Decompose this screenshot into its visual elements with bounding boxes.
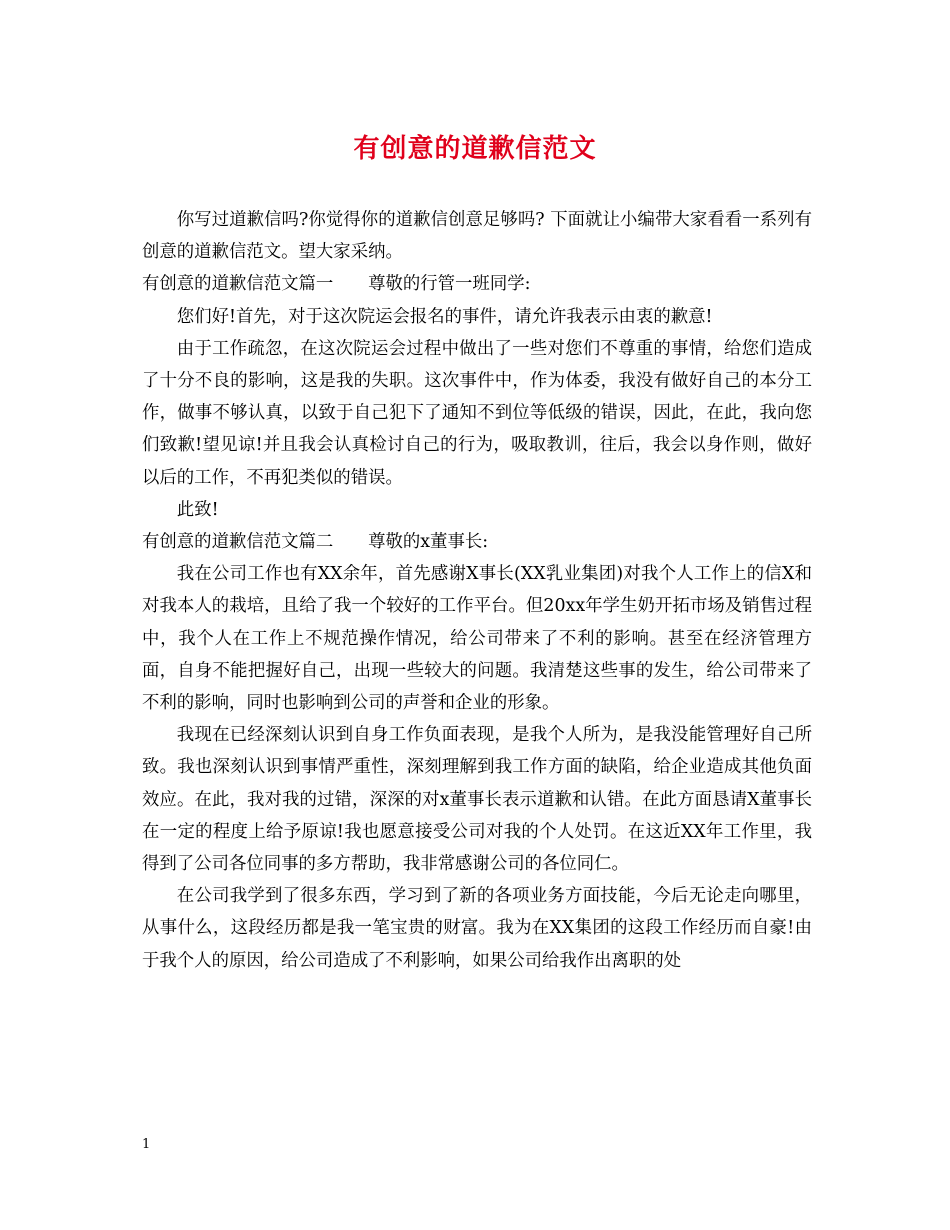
document-title: 有创意的道歉信范文 — [353, 134, 597, 164]
section-heading-2: 有创意的道歉信范文篇二 尊敬的x董事长: — [142, 532, 489, 553]
paragraph-intro: 你写过道歉信吗?你觉得你的道歉信创意足够吗? 下面就让小编带大家看看一系列有创意的道歉信范文。望大家采纳。 — [142, 210, 812, 263]
paragraph-letter-1-body: 由于工作疏忽，在这次院运会过程中做出了一些对您们不尊重的事情，给您们造成了十分不良的影响，这是我的失职。这次事件中，作为体委，我没有做好自己的本分工作，做事不够认真，以致于自己犯下了通知不到位等低级的错误，因此，在此，我向您们致歉!望见谅!并且我会认真检讨自己的行为，吸取教训，往后，我会以身作则，做好以后的工作，不再犯类似的错误。 — [142, 338, 812, 488]
section-heading-1: 有创意的道歉信范文篇一 尊敬的行管一班同学: — [142, 274, 531, 295]
paragraph-closing-1: 此致! — [176, 499, 219, 520]
paragraph-letter-2-body-2: 我现在已经深刻认识到自身工作负面表现，是我个人所为，是我没能管理好自己所致。我也深刻认识到事情严重性，深刻理解到我工作方面的缺陷，给企业造成其他负面效应。在此，我对我的过错，深深的对x董事长表示道歉和认错。在此方面恳请X董事长在一定的程度上给予原谅!我也愿意接受公司对我的个人处罚。在这近XX年工作里，我得到了公司各位同事的多方帮助，我非常感谢公司的各位同仁。 — [142, 725, 812, 875]
page-number: 1 — [142, 1137, 151, 1152]
paragraph-greeting-1: 您们好!首先，对于这次院运会报名的事件，请允许我表示由衷的歉意! — [176, 306, 713, 327]
paragraph-letter-2-body-1: 我在公司工作也有XX余年，首先感谢X事长(XX乳业集团)对我个人工作上的信X和对我本人的栽培，且给了我一个较好的工作平台。但20xx年学生奶开拓市场及销售过程中，我个人在工作上不规范操作情况，给公司带来了不利的影响。甚至在经济管理方面，自身不能把握好自己，出现一些较大的问题。我清楚这些事的发生，给公司带来了不利的影响，同时也影响到公司的声誉和企业的形象。 — [142, 564, 812, 714]
document-body — [142, 204, 812, 977]
paragraph-letter-2-body-3: 在公司我学到了很多东西，学习到了新的各项业务方面技能，今后无论走向哪里，从事什么，这段经历都是我一笔宝贵的财富。我为在XX集团的这段工作经历而自豪!由于我个人的原因，给公司造成了不利影响，如果公司给我作出离职的处 — [142, 886, 812, 971]
